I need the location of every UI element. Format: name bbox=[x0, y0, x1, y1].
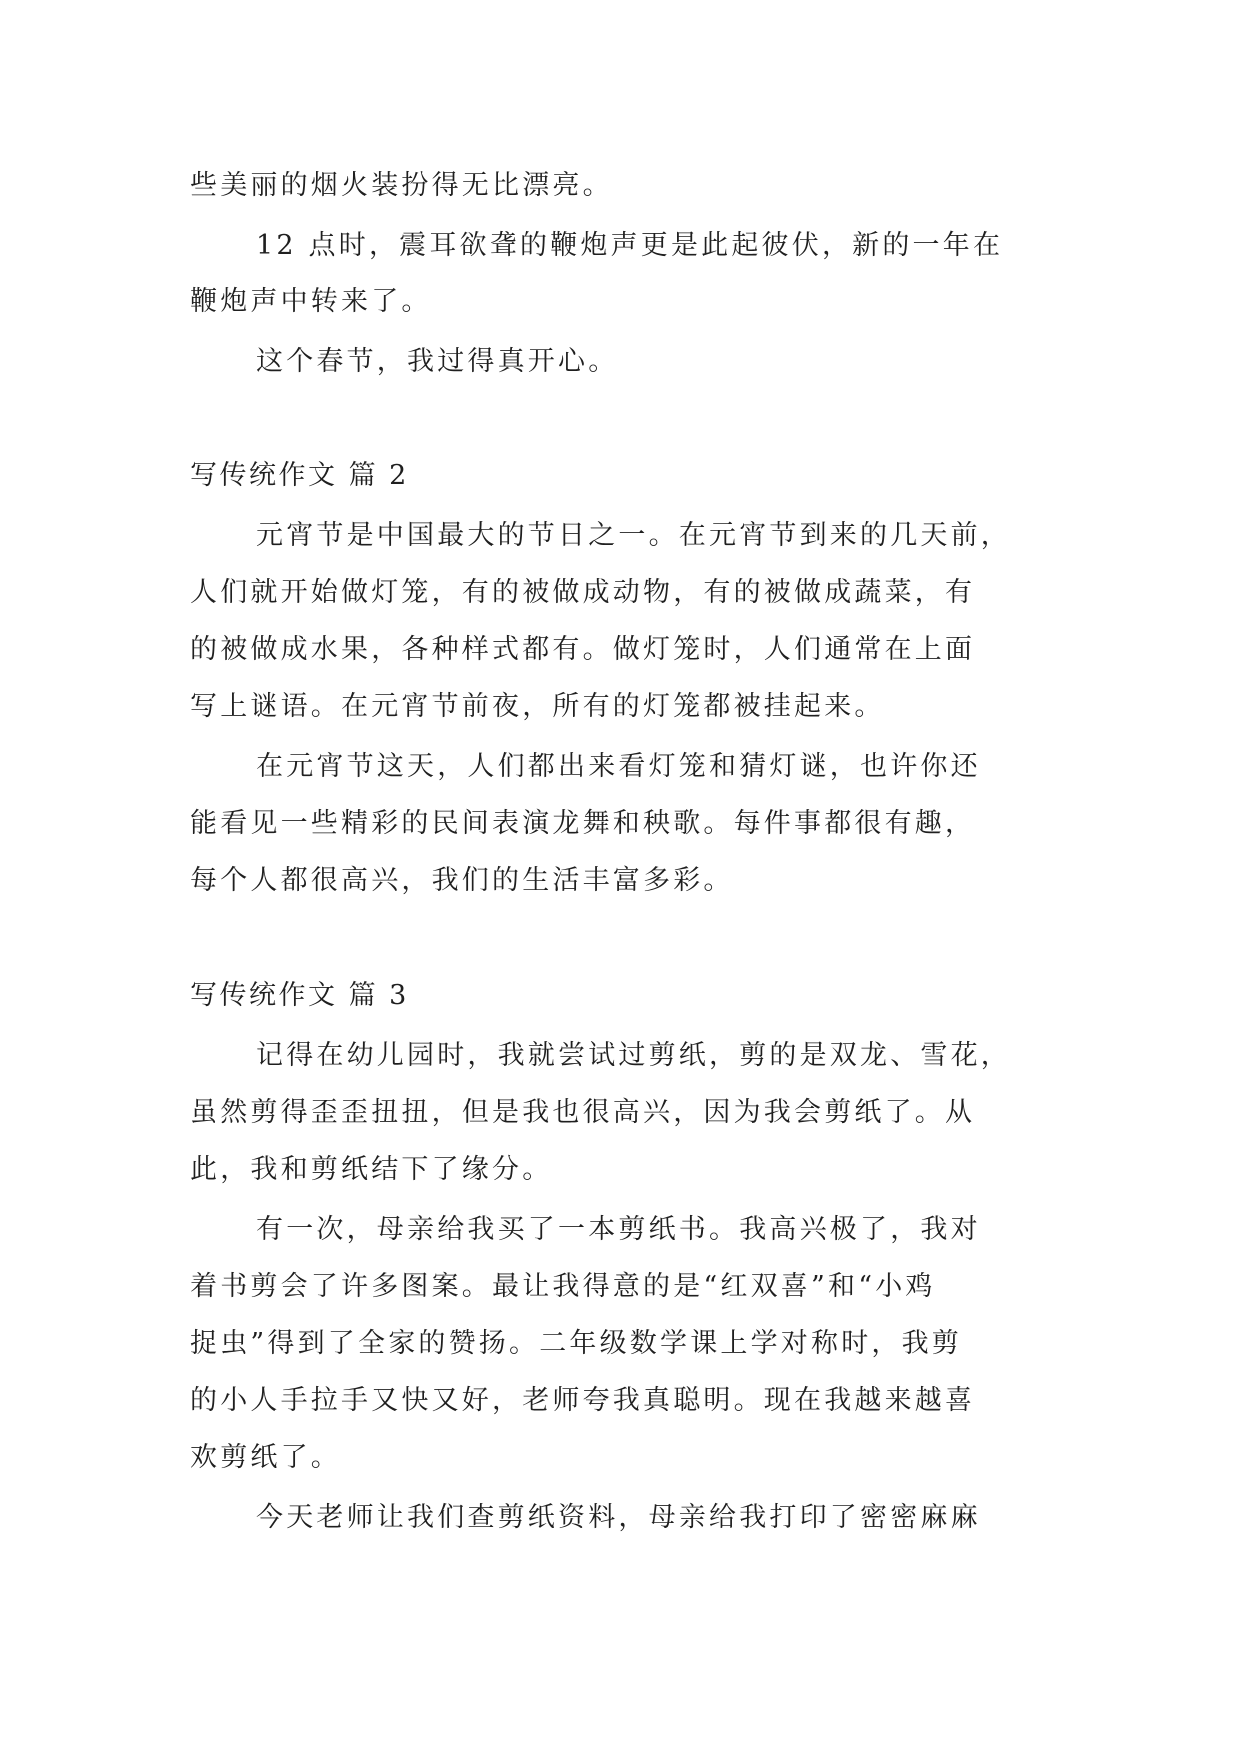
text-line: 的小人手拉手又快又好，老师夸我真聪明。现在我越来越喜 bbox=[190, 1385, 976, 1416]
paragraph-start: 在元宵节这天，人们都出来看灯笼和猜灯谜，也许你还 bbox=[256, 751, 981, 782]
paragraph-start: 这个春节，我过得真开心。 bbox=[256, 346, 619, 377]
text-line: 欢剪纸了。 bbox=[190, 1442, 341, 1473]
text-line: 能看见一些精彩的民间表演龙舞和秧歌。每件事都很有趣， bbox=[190, 808, 976, 839]
paragraph-start: 元宵节是中国最大的节日之一。在元宵节到来的几天前， bbox=[256, 520, 1011, 551]
paragraph-start: 今天老师让我们查剪纸资料，母亲给我打印了密密麻麻 bbox=[256, 1502, 981, 1533]
paragraph-start: 12 点时，震耳欲聋的鞭炮声更是此起彼伏，新的一年在 bbox=[256, 230, 1004, 261]
text-line: 的被做成水果，各种样式都有。做灯笼时，人们通常在上面 bbox=[190, 634, 976, 665]
text-line: 此，我和剪纸结下了缘分。 bbox=[190, 1154, 553, 1185]
text-line: 写上谜语。在元宵节前夜，所有的灯笼都被挂起来。 bbox=[190, 691, 885, 722]
text-line: 人们就开始做灯笼，有的被做成动物，有的被做成蔬菜，有 bbox=[190, 577, 976, 608]
section-heading-3: 写传统作文 篇 3 bbox=[190, 980, 409, 1011]
text-line: 捉虫”得到了全家的赞扬。二年级数学课上学对称时，我剪 bbox=[190, 1328, 963, 1359]
section-heading-2: 写传统作文 篇 2 bbox=[190, 460, 409, 491]
text-line: 虽然剪得歪歪扭扭，但是我也很高兴，因为我会剪纸了。从 bbox=[190, 1097, 976, 1128]
text-line: 着书剪会了许多图案。最让我得意的是“红双喜”和“小鸡 bbox=[190, 1271, 936, 1302]
text-line: 些美丽的烟火装扮得无比漂亮。 bbox=[190, 170, 613, 201]
paragraph-start: 有一次，母亲给我买了一本剪纸书。我高兴极了，我对 bbox=[256, 1214, 981, 1245]
paragraph-start: 记得在幼儿园时，我就尝试过剪纸，剪的是双龙、雪花， bbox=[256, 1040, 1011, 1071]
text-line: 鞭炮声中转来了。 bbox=[190, 286, 432, 317]
text-line: 每个人都很高兴，我们的生活丰富多彩。 bbox=[190, 865, 734, 896]
